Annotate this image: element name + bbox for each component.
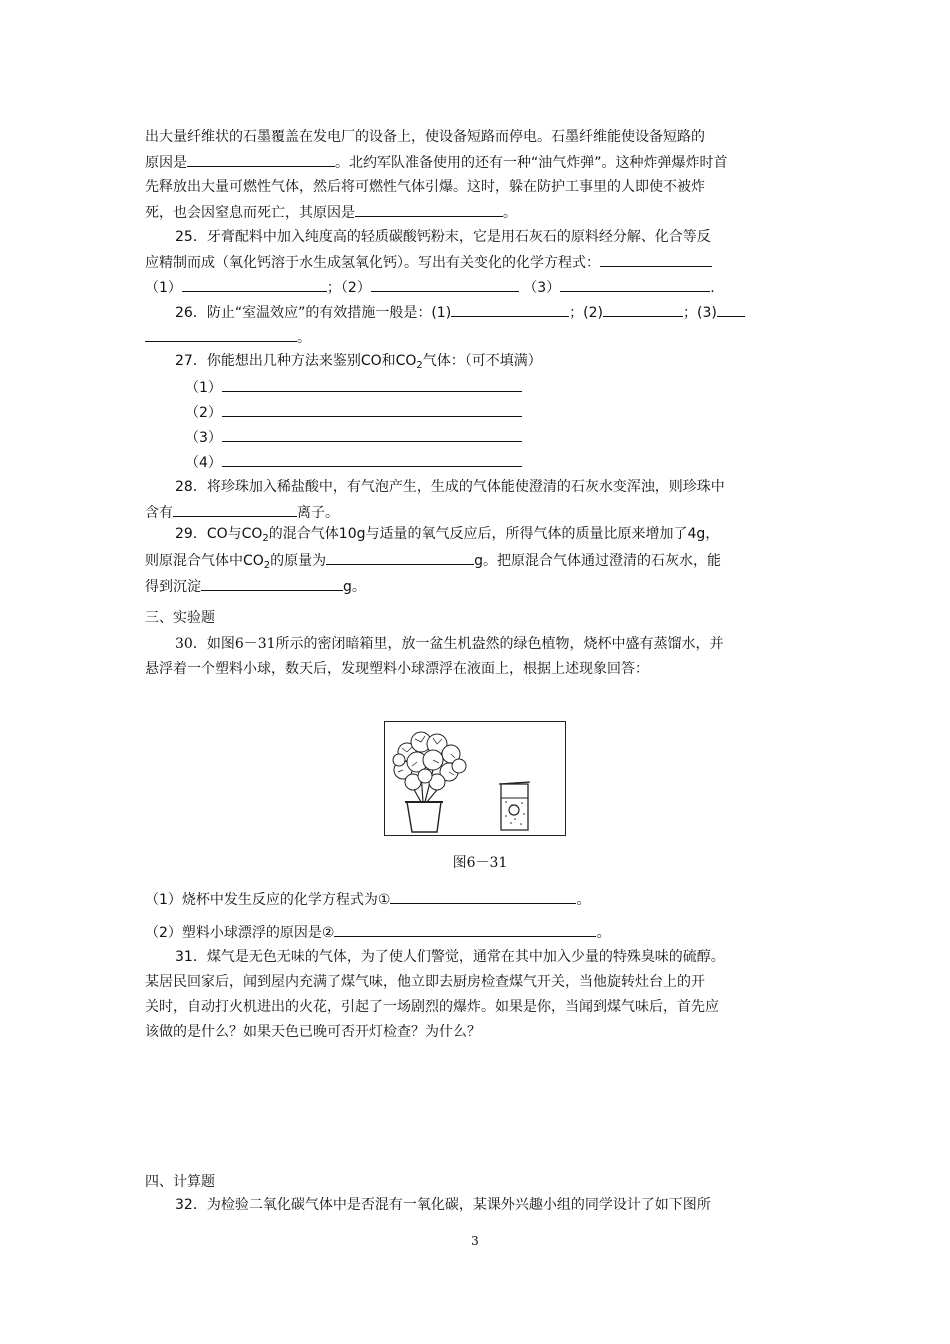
question-27-item: （4） (185, 451, 850, 474)
answer-blank[interactable] (600, 251, 712, 267)
para-text: 先释放出大量可燃性气体，然后将可燃性气体引爆。这时，躲在防护工事里的人即使不被炸 (145, 179, 705, 195)
answer-blank[interactable] (355, 201, 503, 217)
page-number: 3 (471, 1234, 479, 1248)
question-27-item: （2） (185, 401, 850, 424)
question-29-line3: 得到沉淀 g。 (145, 575, 810, 598)
question-27-item: （3） (185, 426, 850, 449)
answer-blank[interactable] (371, 276, 519, 292)
para-text: 出大量纤维状的石墨覆盖在发电厂的设备上，使设备短路而停电。石墨纤维能使设备短路的 (145, 129, 705, 145)
answer-blank[interactable] (334, 921, 596, 937)
question-29-line2: 则原混合气体中$CO_2$的原量为 g。把原混合气体通过澄清的石灰水，能 (145, 549, 810, 577)
answer-blank[interactable] (222, 426, 522, 442)
figure-plant-box (384, 721, 566, 836)
question-27: 27．你能想出几种方法来鉴别CO和$CO_2$气体：（可不填满） (175, 353, 542, 371)
question-25-line3: （1） ；（2） （3） . (145, 276, 810, 299)
answer-blank[interactable] (390, 888, 576, 904)
answer-blank[interactable] (326, 549, 474, 565)
answer-blank[interactable] (222, 376, 522, 392)
question-25-line2: 应精制而成（氧化钙溶于水生成氢氧化钙）。写出有关变化的化学方程式： (145, 251, 810, 274)
question-29: 29．CO与$CO_2$的混合气体10g与适量的氧气反应后，所得气体的质量比原来增加了4g， (175, 526, 720, 544)
question-26-line2: 。 (145, 326, 810, 349)
answer-blank[interactable] (560, 276, 710, 292)
answer-blank[interactable] (717, 301, 745, 317)
question-28-line2: 含有 离子。 (145, 501, 810, 524)
question-26: 26．防止“室温效应”的有效措施一般是：(1) ；(2) ；(3) (175, 301, 840, 324)
plant-beaker-illustration (385, 722, 565, 835)
answer-blank[interactable] (187, 151, 335, 167)
answer-blank[interactable] (222, 451, 522, 467)
question-25: 25．牙膏配料中加入纯度高的轻质碳酸钙粉末，它是用石灰石的原料经分解、化合等反 (175, 229, 711, 245)
answer-blank[interactable] (173, 501, 297, 517)
figure-caption: 图6－31 (452, 855, 508, 871)
question-31-line4: 该做的是什么？如果天色已晚可否开灯检查？为什么？ (145, 1024, 481, 1040)
question-30: 30．如图6－31所示的密闭暗箱里，放一盆生机盎然的绿色植物，烧杯中盛有蒸馏水，并 (175, 636, 724, 652)
question-32: 32．为检验二氧化碳气体中是否混有一氧化碳，某课外兴趣小组的同学设计了如下图所 (175, 1197, 711, 1213)
section-heading: 四、计算题 (145, 1174, 215, 1190)
question-31: 31．煤气是无色无味的气体，为了使人们警觉，通常在其中加入少量的特殊臭味的硫醇。 (175, 949, 725, 965)
question-31-line3: 关时，自动打火机进出的火花，引起了一场剧烈的爆炸。如果是你，当闻到煤气味后，首先应 (145, 999, 719, 1015)
answer-blank[interactable] (222, 401, 522, 417)
section-heading: 三、实验题 (145, 610, 215, 626)
question-27-item: （1） (185, 376, 850, 399)
answer-blank[interactable] (145, 326, 297, 342)
answer-blank[interactable] (603, 301, 683, 317)
question-30-part2: （2）塑料小球漂浮的原因是② 。 (145, 921, 810, 944)
question-30-line2: 悬浮着一个塑料小球，数天后，发现塑料小球漂浮在液面上，根据上述现象回答： (145, 661, 649, 677)
question-31-line2: 某居民回家后，闻到屋内充满了煤气味，他立即去厨房检查煤气开关，当他旋转灶台上的开 (145, 974, 705, 990)
question-30-part1: （1）烧杯中发生反应的化学方程式为① 。 (145, 888, 810, 911)
para-text: 死，也会因窒息而死亡，其原因是 。 (145, 201, 810, 224)
question-28: 28．将珍珠加入稀盐酸中，有气泡产生，生成的气体能使澄清的石灰水变浑浊，则珍珠中 (175, 479, 725, 495)
para-text: 原因是 。北约军队准备使用的还有一种“油气炸弹”。这种炸弹爆炸时首 (145, 151, 810, 174)
answer-blank[interactable] (201, 575, 343, 591)
answer-blank[interactable] (451, 301, 569, 317)
answer-blank[interactable] (182, 276, 327, 292)
